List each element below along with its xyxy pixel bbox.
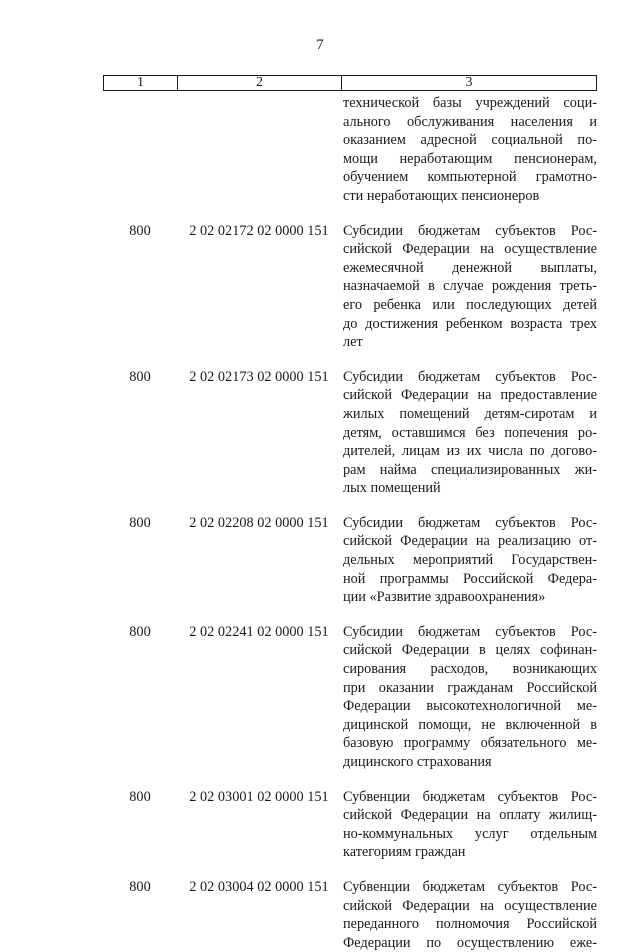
description-line: оказанием адресной социальной по-: [343, 132, 597, 149]
description-line: ежемесячной денежной выплаты,: [343, 259, 597, 276]
row-description: [341, 222, 597, 352]
description-line: Федерации по осуществлению еже-: [343, 934, 597, 951]
description-line: жилых помещений детям-сиротам и: [343, 405, 597, 422]
table-header-row: [103, 75, 597, 91]
row-code: 800: [129, 368, 151, 385]
description-line: Субвенции бюджетам субъектов Рос-: [343, 878, 597, 895]
description-line: дителей, лицам из их числа по догово-: [343, 443, 597, 460]
description-line: до достижения ребенком возраста трех: [343, 315, 597, 332]
table-row: [103, 368, 597, 498]
table-row: [103, 514, 597, 607]
row-kbk: 2 02 03004 02 0000 151: [189, 878, 329, 895]
column-header-1: 1: [104, 76, 178, 90]
description-line: обучением компьютерной грамотно-: [343, 169, 597, 186]
description-line: сийской Федерации в целях софинан-: [343, 642, 597, 659]
row-kbk: 2 02 02241 02 0000 151: [189, 623, 329, 640]
page-number: 7: [316, 37, 324, 53]
description-line: Субсидии бюджетам субъектов Рос-: [343, 368, 597, 385]
row-code: 800: [129, 878, 151, 895]
description-line: мощи неработающим пенсионерам,: [343, 150, 597, 167]
description-line: Субвенции бюджетам субъектов Рос-: [343, 788, 597, 805]
row-kbk: 2 02 02173 02 0000 151: [189, 368, 329, 385]
description-line: Субсидии бюджетам субъектов Рос-: [343, 623, 597, 640]
description-line: сийской Федерации на реализацию от-: [343, 533, 597, 550]
row-kbk: 2 02 02208 02 0000 151: [189, 514, 329, 531]
description-line: сийской Федерации на осуществление: [343, 897, 597, 914]
description-line: технической базы учреждений соци-: [343, 95, 597, 111]
description-line: но-коммунальных услуг отдельным: [343, 825, 597, 842]
description-line: категориям граждан: [343, 844, 466, 861]
description-line: его ребенка или последующих детей: [343, 296, 597, 313]
table-row: [103, 788, 597, 862]
description-line: детям, оставшимся без попечения ро-: [343, 424, 597, 441]
row-kbk: 2 02 02172 02 0000 151: [189, 222, 329, 239]
row-description: [341, 94, 597, 206]
description-line: Федерации высокотехнологичной ме-: [343, 698, 597, 715]
description-line: дельных мероприятий Государствен-: [343, 552, 597, 569]
description-line: дицинского страхования: [343, 754, 492, 770]
description-line: при оказании гражданам Российской: [343, 679, 597, 696]
table-body: [103, 94, 597, 952]
row-description: [341, 368, 597, 498]
description-line: Субсидии бюджетам субъектов Рос-: [343, 222, 597, 239]
description-line: сийской Федерации на осуществление: [343, 241, 597, 258]
description-line: сийской Федерации на оплату жилищ-: [343, 807, 597, 824]
row-code: 800: [129, 788, 151, 805]
row-code: 800: [129, 222, 151, 239]
description-line: лет: [343, 334, 363, 351]
table-row: [103, 94, 597, 206]
row-description: [341, 514, 597, 607]
table-row: [103, 623, 597, 772]
column-header-3: 3: [465, 75, 473, 90]
row-description: [341, 878, 597, 952]
table-row: [103, 878, 597, 952]
description-line: переданного полномочия Российской: [343, 916, 597, 933]
description-line: сийской Федерации на предоставление: [343, 387, 597, 404]
description-line: ной программы Российской Федера-: [343, 570, 597, 587]
description-line: дицинской помощи, не включенной в: [343, 716, 597, 733]
description-line: сти неработающих пенсионеров: [343, 187, 540, 204]
description-line: ального обслуживания населения и: [343, 113, 597, 130]
description-line: сирования расходов, возникающих: [343, 661, 597, 678]
row-description: [341, 623, 597, 772]
description-line: Субсидии бюджетам субъектов Рос-: [343, 514, 597, 531]
row-code: 800: [129, 514, 151, 531]
description-line: ции «Развитие здравоохранения»: [343, 589, 546, 606]
row-code: 800: [129, 623, 151, 640]
table-row: [103, 222, 597, 352]
description-line: назначаемой в случае рождения треть-: [343, 278, 597, 295]
description-line: лых помещений: [343, 480, 441, 497]
column-header-2: 2: [178, 76, 342, 90]
description-line: базовую программу обязательного ме-: [343, 735, 597, 752]
row-description: [341, 788, 597, 862]
row-kbk: 2 02 03001 02 0000 151: [189, 788, 329, 805]
description-line: рам найма специализированных жи-: [343, 461, 597, 478]
